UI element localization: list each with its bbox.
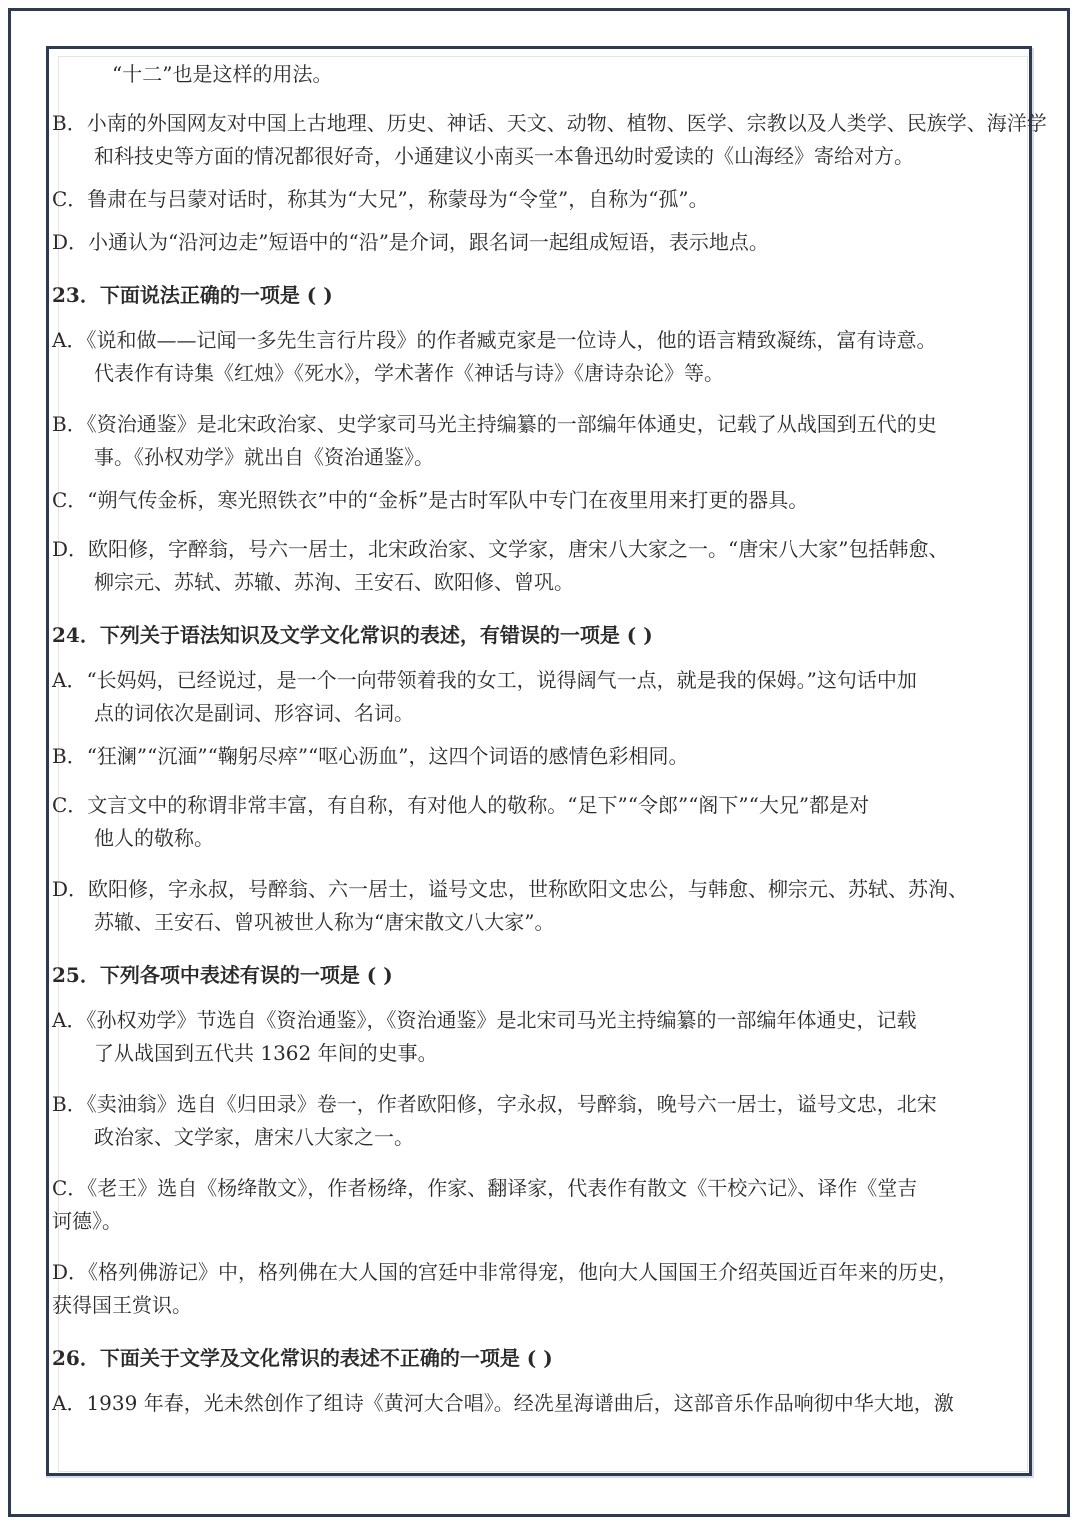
option-text: D．小通认为“沿河边走”短语中的“沿”是介词，跟名词一起组成短语，表示地点。 bbox=[52, 230, 769, 254]
option-text-cont: 他人的敬称。 bbox=[94, 826, 214, 850]
option-text-cont: 诃德》。 bbox=[52, 1209, 122, 1233]
option-text: B．《资治通鉴》是北宋政治家、史学家司马光主持编纂的一部编年体通史，记载了从战国到五代的史 bbox=[52, 412, 937, 436]
q22-option-b bbox=[52, 107, 1047, 173]
q24-option-a bbox=[52, 664, 1030, 730]
option-text: A．《说和做——记闻一多先生言行片段》的作者臧克家是一位诗人，他的语言精致凝练，富有诗意。 bbox=[52, 328, 937, 352]
option-text: A．《孙权劝学》节选自《资治通鉴》，《资治通鉴》是北宋司马光主持编纂的一部编年体通史，记载 bbox=[52, 1008, 917, 1032]
q24-option-c bbox=[52, 789, 1030, 855]
q23-option-c bbox=[52, 484, 1030, 517]
option-text: B．《卖油翁》选自《归田录》卷一，作者欧阳修，字永叔，号醉翁，晚号六一居士，谥号文忠，北宋 bbox=[52, 1092, 937, 1116]
option-text-cont: 点的词依次是副词、形容词、名词。 bbox=[94, 701, 414, 725]
q25-option-a bbox=[52, 1004, 1030, 1070]
option-text: C．“朔气传金柝，寒光照铁衣”中的“金柝”是古时军队中专门在夜里用来打更的器具。 bbox=[52, 488, 809, 512]
q25-option-b bbox=[52, 1088, 1030, 1154]
q26-option-a bbox=[52, 1387, 1030, 1420]
option-text: B．小南的外国网友对中国上古地理、历史、神话、天文、动物、植物、医学、宗教以及人类学、民族学、海洋学 bbox=[52, 111, 1047, 135]
question-26-heading: 26．下面关于文学及文化常识的表述不正确的一项是 ( ) bbox=[52, 1346, 553, 1370]
option-text: D．欧阳修，字醉翁，号六一居士，北宋政治家、文学家，唐宋八大家之一。“唐宋八大家”包括韩愈、 bbox=[52, 537, 949, 561]
option-text-cont: 了从战国到五代共 1362 年间的史事。 bbox=[94, 1041, 438, 1065]
option-text: C．文言文中的称谓非常丰富，有自称，有对他人的敬称。“足下”“令郎”“阁下”“大兄”都是对 bbox=[52, 793, 870, 817]
q23-option-a bbox=[52, 324, 1030, 390]
option-text-cont: 事。《孙权劝学》就出自《资治通鉴》。 bbox=[94, 445, 434, 469]
option-text-cont: 苏辙、王安石、曾巩被世人称为“唐宋散文八大家”。 bbox=[94, 910, 555, 934]
q22-option-d bbox=[52, 226, 1030, 259]
q25-option-d bbox=[52, 1256, 1030, 1322]
option-text: D．《格列佛游记》中，格列佛在大人国的宫廷中非常得宠，他向大人国国王介绍英国近百年来的历史， bbox=[52, 1260, 959, 1284]
option-text: C．《老王》选自《杨绛散文》，作者杨绛，作家、翻译家，代表作有散文《干校六记》、译作《堂吉 bbox=[52, 1176, 918, 1200]
option-text: A．“长妈妈，已经说过，是一个一向带领着我的女工，说得阔气一点，就是我的保姆。”这句话中加 bbox=[52, 668, 917, 692]
option-text-cont: 政治家、文学家，唐宋八大家之一。 bbox=[94, 1125, 414, 1149]
option-text-cont: 柳宗元、苏轼、苏辙、苏洵、王安石、欧阳修、曾巩。 bbox=[94, 570, 574, 594]
q25-option-c bbox=[52, 1172, 1030, 1238]
q23-option-b bbox=[52, 408, 1030, 474]
option-text-cont: 和科技史等方面的情况都很好奇，小通建议小南买一本鲁迅幼时爱读的《山海经》寄给对方。 bbox=[94, 144, 914, 168]
continuation-line: “十二”也是这样的用法。 bbox=[112, 62, 333, 86]
q24-option-b bbox=[52, 740, 1030, 773]
q23-option-d bbox=[52, 533, 1030, 599]
option-text: B．“狂澜”“沉湎”“鞠躬尽瘁”“呕心沥血”，这四个词语的感情色彩相同。 bbox=[52, 744, 689, 768]
option-text: D．欧阳修，字永叔，号醉翁、六一居士，谥号文忠，世称欧阳文忠公，与韩愈、柳宗元、苏轼、苏洵、 bbox=[52, 877, 969, 901]
question-25-heading: 25．下列各项中表述有误的一项是 ( ) bbox=[52, 963, 393, 987]
option-text-cont: 获得国王赏识。 bbox=[52, 1293, 192, 1317]
option-text: C．鲁肃在与吕蒙对话时，称其为“大兄”，称蒙母为“令堂”，自称为“孤”。 bbox=[52, 187, 709, 211]
option-text: A．1939 年春，光未然创作了组诗《黄河大合唱》。经冼星海谱曲后，这部音乐作品响彻中华大地，激 bbox=[52, 1391, 954, 1415]
question-24-heading: 24．下列关于语法知识及文学文化常识的表述，有错误的一项是 ( ) bbox=[52, 623, 653, 647]
q24-option-d bbox=[52, 873, 1030, 939]
document-content bbox=[52, 58, 1047, 1420]
option-text-cont: 代表作有诗集《红烛》《死水》，学术著作《神话与诗》《唐诗杂论》等。 bbox=[94, 361, 724, 385]
q22-option-c bbox=[52, 183, 1030, 216]
question-23-heading: 23．下面说法正确的一项是 ( ) bbox=[52, 283, 333, 307]
